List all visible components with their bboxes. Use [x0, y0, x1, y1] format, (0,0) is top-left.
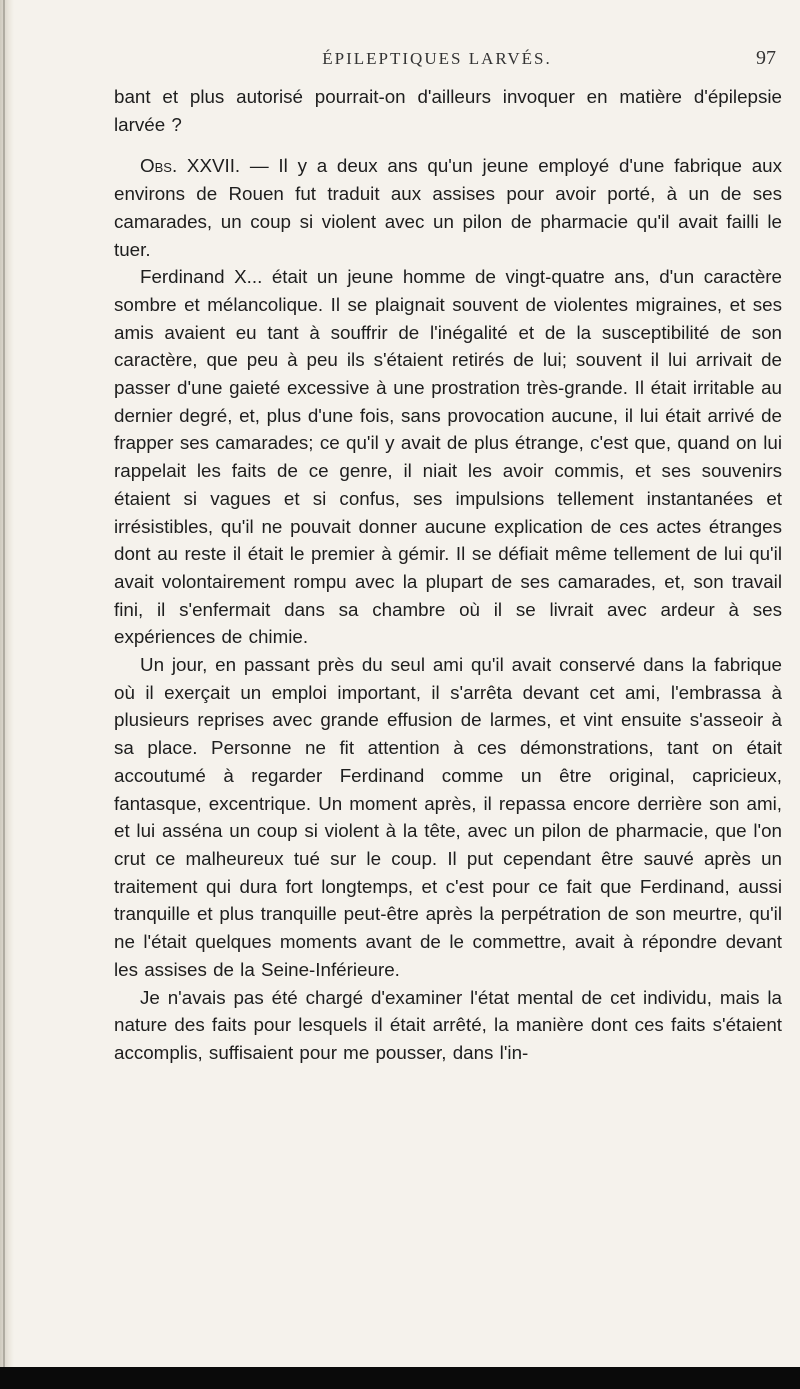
paragraph: Ferdinand X... était un jeune homme de vingt-quatre ans, d'un caractère sombre et mélancolique. Il se plaignait souvent de violentes migraines, et ses amis avaient eu tant à souffrir de l'inégalité et de la susceptibilité de son caractère, que peu à peu ils s'étaient retirés de lui; souvent il lui arrivait de passer d'une gaieté excessive à une prostration très-grande. Il était irritable au dernier degré, et, plus d'une fois, sans provocation aucune, il lui était arrivé de frapper ses camarades; ce qu'il y avait de plus étrange, c'est que, quand on lui rappelait les faits de ce genre, il niait les avoir commis, et ses souvenirs étaient si vagues et si confus, ses impulsions tellement instantanées et irrésistibles, qu'il ne pouvait donner aucune explication de ces actes étranges dont au reste il était le premier à gémir. Il se défiait même tellement de lui qu'il avait volontairement rompu avec la plupart de ses camarades, et, son travail fini, il s'enfermait dans sa chambre où il se livrait avec ardeur à ses expériences de chimie.	[114, 266, 782, 648]
running-title: ÉPILEPTIQUES LARVÉS.	[322, 49, 552, 68]
observation-paragraph	[114, 152, 782, 263]
binding-edge	[3, 0, 5, 1389]
paragraph: Je n'avais pas été chargé d'examiner l'état mental de cet individu, mais la nature des faits pour lesquels il était arrêté, la manière dont ces faits s'étaient accomplis, suffisaient pour me pousser, dans l'in-	[114, 986, 782, 1063]
observation-text: — Il y a deux ans qu'un jeune employé d'une fabrique aux environs de Rouen fut traduit aux assises pour avoir porté, à un de ses camarades, un coup si violent avec un pilon de pharmacie qu'il avait failli le tuer.	[114, 155, 782, 260]
page-number: 97	[756, 47, 776, 69]
scan-bottom-edge	[0, 1367, 800, 1389]
page-header	[112, 49, 798, 75]
paragraph: Un jour, en passant près du seul ami qu'il avait conservé dans la fabrique où il exerçait un emploi important, il s'arrêta devant cet ami, l'embrassa à plusieurs reprises avec grande effusion de larmes, et vint ensuite s'asseoir à sa place. Personne ne fit attention à ces démonstrations, tant on était accoutumé à regarder Ferdinand comme un être original, capricieux, fantasque, excentrique. Un moment après, il repassa encore derrière son ami, et lui asséna un coup si violent à la tête, avec un pilon de pharmacie, que l'on crut ce malheureux tué sur le coup. Il put cependant être sauvé après un traitement qui dura fort longtemps, et c'est pour ce fait que Ferdinand, aussi tranquille et plus tranquille peut-être après la perpétration de son meurtre, qu'il ne l'était quelques moments avant de le commettre, avait à répondre devant les assises de la Seine-Inférieure.	[114, 654, 782, 980]
observation-label: Obs. XXVII.	[140, 155, 241, 177]
body-text	[114, 83, 782, 1067]
paragraph-continuation: bant et plus autorisé pourrait-on d'ailleurs invoquer en matière d'épilepsie larvée ?	[114, 86, 782, 135]
